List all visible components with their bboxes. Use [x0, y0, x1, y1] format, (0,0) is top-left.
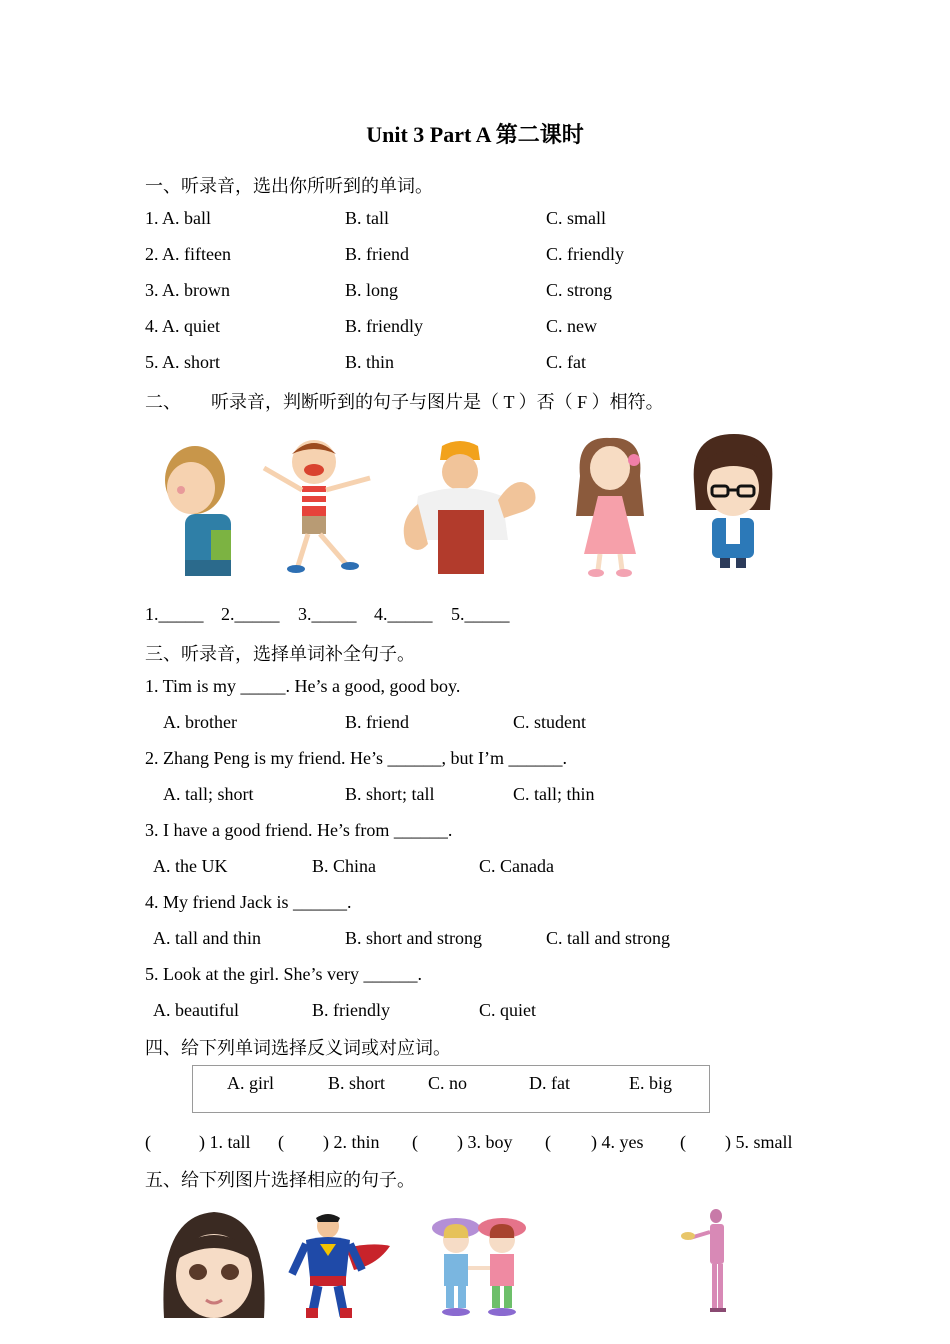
s1-r1-a: 1. A. ball: [145, 208, 211, 228]
boy-side-picture: [155, 440, 245, 580]
word-bank-e: E. big: [629, 1073, 672, 1093]
s4-item-1: ) 1. tall: [199, 1132, 251, 1152]
strong-man-picture: [398, 440, 544, 574]
s1-r5-c: C. fat: [546, 352, 586, 372]
s4-item-2-answer-open[interactable]: (: [278, 1132, 284, 1152]
s2-blank-5[interactable]: 5._____: [451, 604, 510, 624]
s4-item-4-answer-open[interactable]: (: [545, 1132, 551, 1152]
s3-q4-option-b[interactable]: B. short and strong: [345, 928, 482, 948]
s4-item-3: ) 3. boy: [457, 1132, 513, 1152]
s3-q3-option-b[interactable]: B. China: [312, 856, 377, 876]
s3-q2-text: 2. Zhang Peng is my friend. He’s ______, but I’m ______.: [145, 748, 567, 768]
two-girls-picture: [430, 1216, 528, 1316]
s4-item-1-answer-open[interactable]: (: [145, 1132, 151, 1152]
s1-r4-b: B. friendly: [345, 316, 423, 336]
s1-r3-a: 3. A. brown: [145, 280, 230, 300]
boy-thin-picture: [258, 432, 376, 574]
word-bank-d: D. fat: [529, 1073, 570, 1093]
s3-q1-option-b[interactable]: B. friend: [345, 712, 409, 732]
s1-r1-b: B. tall: [345, 208, 389, 228]
s4-item-4: ) 4. yes: [591, 1132, 644, 1152]
word-bank-b: B. short: [328, 1073, 386, 1093]
s1-r2-c: C. friendly: [546, 244, 624, 264]
s3-q1-option-a[interactable]: A. brother: [163, 712, 237, 732]
s1-r1-c: C. small: [546, 208, 607, 228]
s4-item-3-answer-open[interactable]: (: [412, 1132, 418, 1152]
s1-r2-a: 2. A. fifteen: [145, 244, 231, 264]
man-waiter-picture: [678, 1208, 736, 1314]
section-2-heading: 听录音，判断听到的句子与图片是（ T ）否（ F ）相符。: [211, 392, 664, 412]
s2-blank-2[interactable]: 2._____: [221, 604, 280, 624]
s1-r4-a: 4. A. quiet: [145, 316, 220, 336]
s1-r3-c: C. strong: [546, 280, 613, 300]
s3-q4-option-c[interactable]: C. tall and strong: [546, 928, 670, 948]
s2-blank-4[interactable]: 4._____: [374, 604, 433, 624]
s3-q5-text: 5. Look at the girl. She’s very ______.: [145, 964, 422, 984]
s3-q4-option-a[interactable]: A. tall and thin: [153, 928, 261, 948]
girl-face-picture: [160, 1210, 268, 1318]
boy-glasses-picture: [690, 432, 776, 572]
s2-blank-3[interactable]: 3._____: [298, 604, 357, 624]
word-bank-c: C. no: [428, 1073, 468, 1093]
s2-blank-1[interactable]: 1._____: [145, 604, 204, 624]
s3-q5-option-a[interactable]: A. beautiful: [153, 1000, 239, 1020]
section-3-heading: 三、听录音，选择单词补全句子。: [145, 644, 415, 664]
s3-q1-text: 1. Tim is my _____. He’s a good, good boy.: [145, 676, 461, 696]
page-title: Unit 3 Part A 第二课时: [366, 122, 584, 147]
s4-item-2: ) 2. thin: [323, 1132, 380, 1152]
s3-q5-option-c[interactable]: C. quiet: [479, 1000, 536, 1020]
s4-item-5-answer-open[interactable]: (: [680, 1132, 686, 1152]
word-bank-a: A. girl: [227, 1073, 274, 1093]
section-1-heading: 一、听录音，选出你所听到的单词。: [145, 176, 433, 196]
superman-picture: [288, 1212, 392, 1318]
s3-q2-option-b[interactable]: B. short; tall: [345, 784, 435, 804]
s3-q3-text: 3. I have a good friend. He’s from ______.: [145, 820, 453, 840]
s1-r2-b: B. friend: [345, 244, 409, 264]
section-2-heading-number: 二、: [145, 392, 181, 412]
s1-r3-b: B. long: [345, 280, 399, 300]
s1-r5-b: B. thin: [345, 352, 395, 372]
girl-dress-picture: [570, 436, 650, 578]
s4-item-5: ) 5. small: [725, 1132, 793, 1152]
s3-q2-option-c[interactable]: C. tall; thin: [513, 784, 595, 804]
s3-q2-option-a[interactable]: A. tall; short: [163, 784, 254, 804]
s3-q3-option-c[interactable]: C. Canada: [479, 856, 554, 876]
s1-r4-c: C. new: [546, 316, 597, 336]
s3-q4-text: 4. My friend Jack is ______.: [145, 892, 352, 912]
s3-q1-option-c[interactable]: C. student: [513, 712, 587, 732]
s1-r5-a: 5. A. short: [145, 352, 221, 372]
section-4-heading: 四、给下列单词选择反义词或对应词。: [145, 1038, 451, 1058]
s3-q5-option-b[interactable]: B. friendly: [312, 1000, 390, 1020]
s3-q3-option-a[interactable]: A. the UK: [153, 856, 228, 876]
section-5-heading: 五、给下列图片选择相应的句子。: [145, 1170, 415, 1190]
